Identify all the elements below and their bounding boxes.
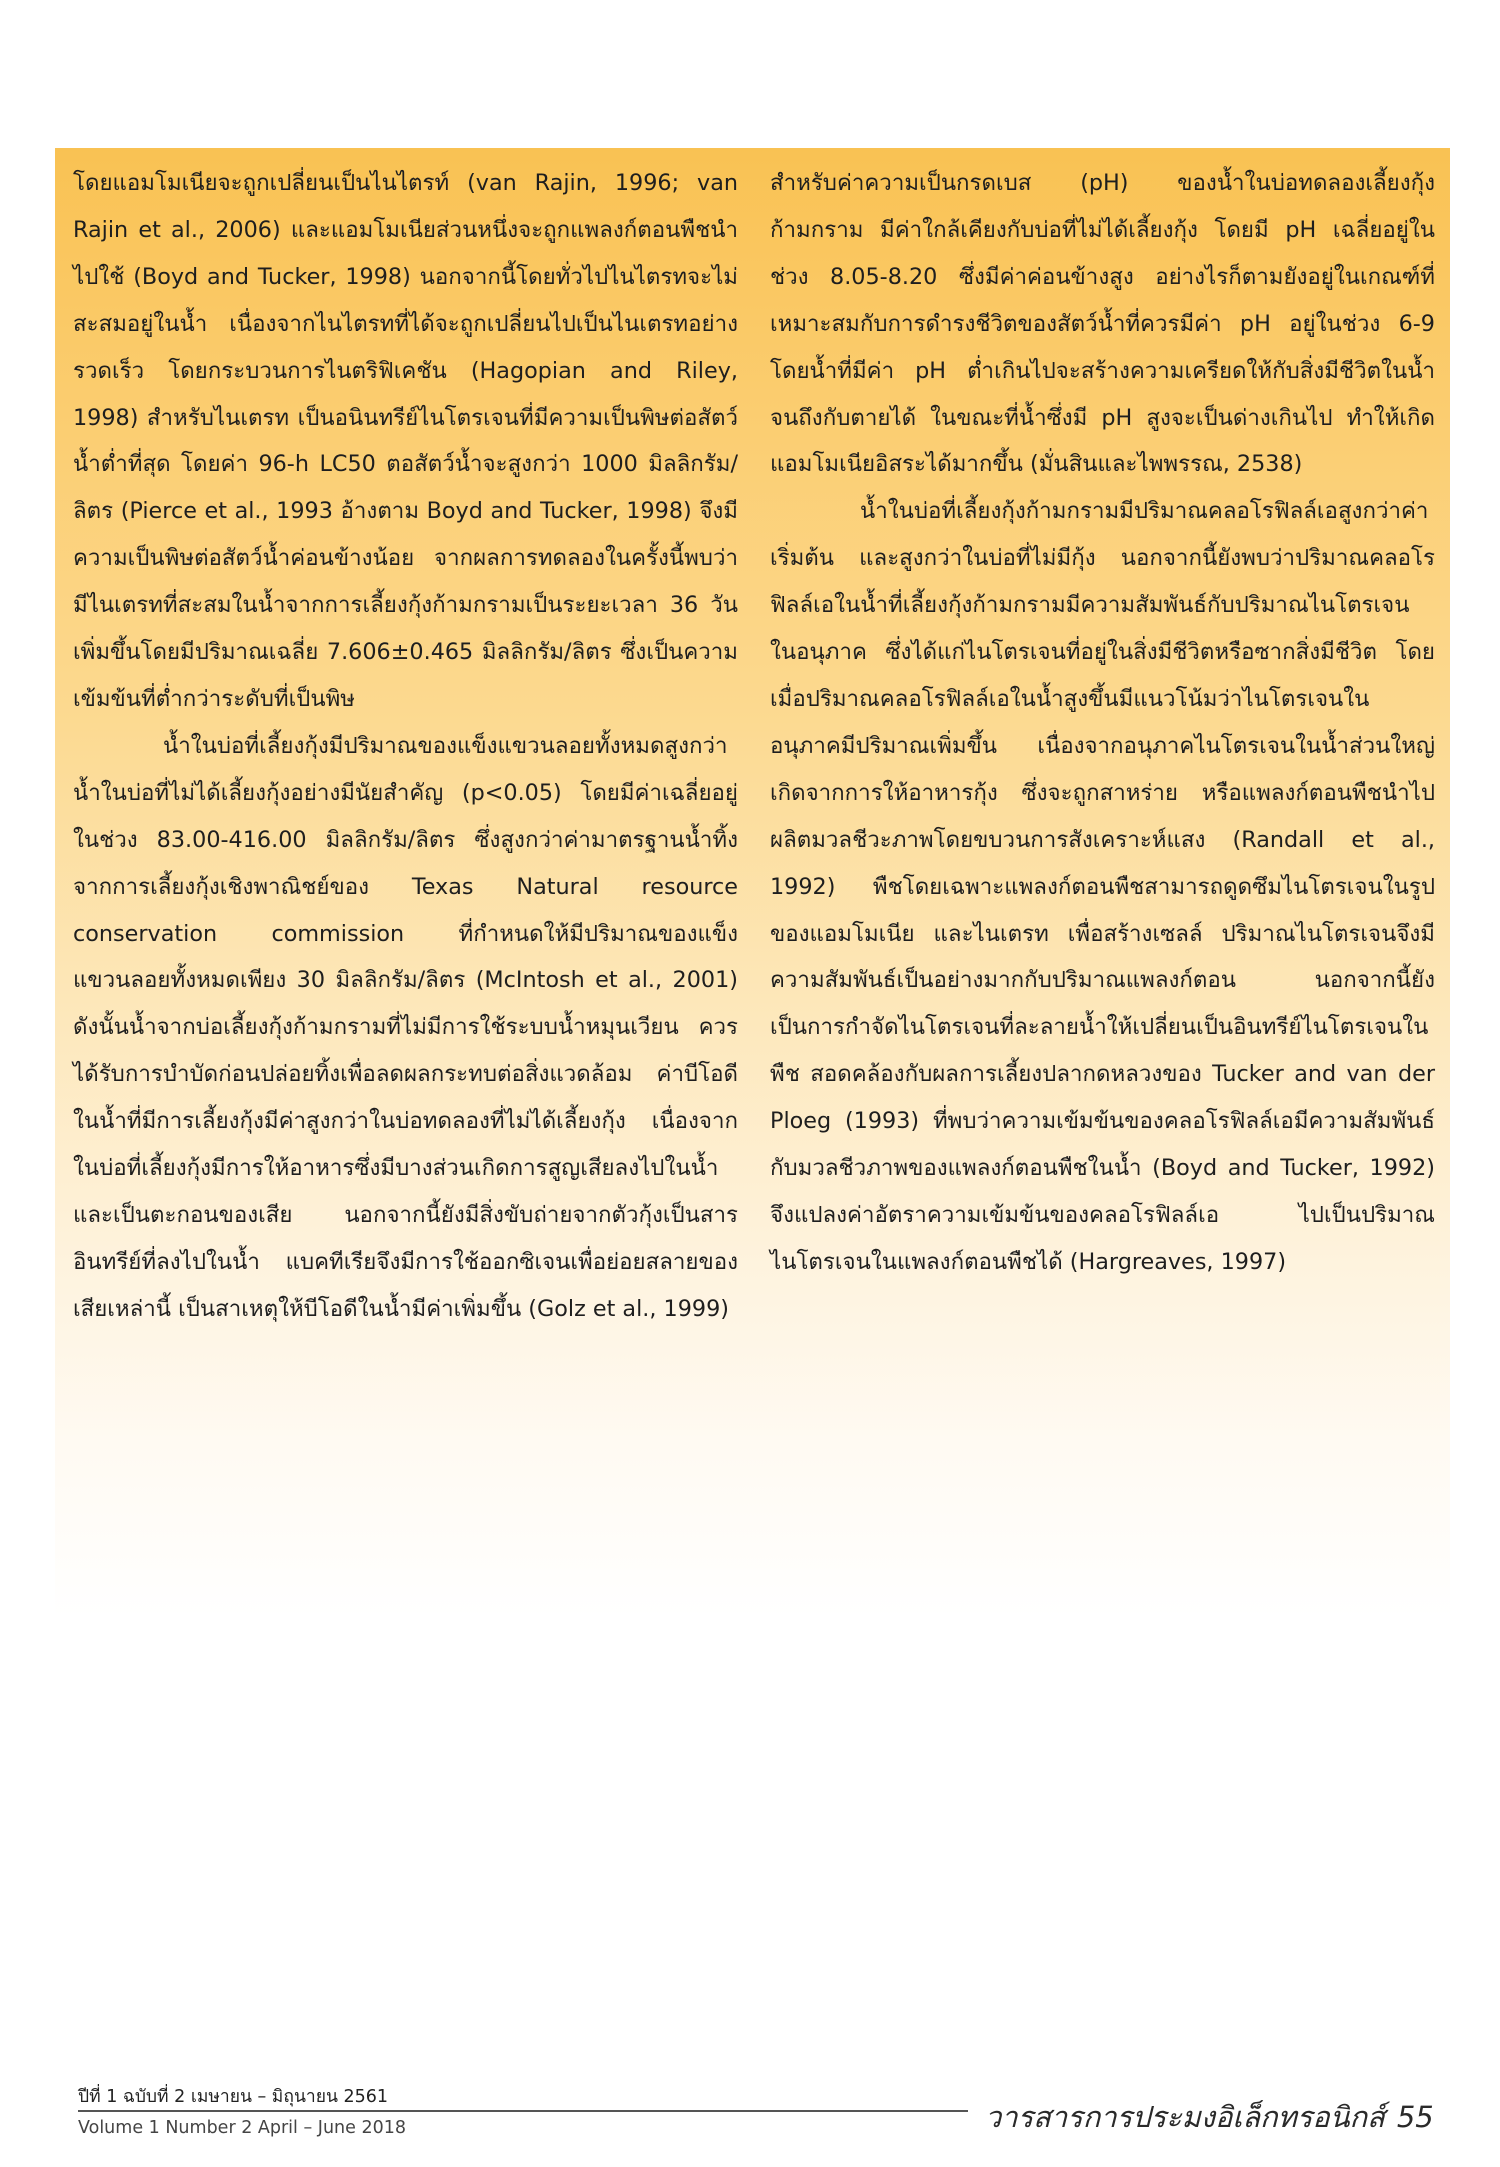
right-column — [770, 160, 1435, 1286]
footer-journal — [985, 2094, 1434, 2140]
journal-name: วารสารการประมงอิเล็กทรอนิกส์ — [985, 2100, 1385, 2134]
paragraph-nitrite-nitrate: โดยแอมโมเนียจะถูกเปลี่ยนเป็นไนไตรท์ (van Rajin, 1996; van Rajin et al., 2006) และแอมโมเนียส่วนหนึ่งจะถูกแพลงก์ตอนพืชนำไปใช้ (Boyd and Tucker, 1998) นอกจากนี้โดยทั่วไปไนไตรทจะไม่สะสมอยู่ในน้ำ เนื่องจากไนไตรทที่ได้จะถูกเปลี่ยนไปเป็นไนเตรทอย่างรวดเร็ว โดยกระบวนการไนตริฟิเคชัน (Hagopian and Riley, 1998) สำหรับไนเตรท เป็นอนินทรีย์ไนโตรเจนที่มีความเป็นพิษต่อสัตว์น้ำต่ำที่สุด โดยค่า 96-h LC50 ตอสัตว์น้ำจะสูงกว่า 1000 มิลลิกรัม/ลิตร (Pierce et al., 1993 อ้างตาม Boyd and Tucker, 1998) จึงมีความเป็นพิษต่อสัตว์น้ำค่อนข้างน้อย จากผลการทดลองในครั้งนี้พบว่ามีไนเตรทที่สะสมในน้ำจากการเลี้ยงกุ้งก้ามกรามเป็นระยะเวลา 36 วัน เพิ่มขึ้นโดยมีปริมาณเฉลี่ย 7.606±0.465 มิลลิกรัม/ลิตร ซึ่งเป็นความเข้มข้นที่ต่ำกว่าระดับที่เป็นพิษ — [73, 170, 738, 712]
issue-thai: ปีที่ 1 ฉบับที่ 2 เมษายน – มิถุนายน 2561 — [78, 2087, 389, 2107]
issue-english: Volume 1 Number 2 April – June 2018 — [78, 2118, 406, 2138]
paragraph-suspended-solids-bod: น้ำในบ่อที่เลี้ยงกุ้งมีปริมาณของแข็งแขวนลอยทั้งหมดสูงกว่าน้ำในบ่อที่ไม่ได้เลี้ยงกุ้งอย่างมีนัยสำคัญ (p<0.05) โดยมีค่าเฉลี่ยอยู่ในช่วง 83.00-416.00 มิลลิกรัม/ลิตร ซึ่งสูงกว่าค่ามาตรฐานน้ำทิ้งจากการเลี้ยงกุ้งเชิงพาณิชย์ของ Texas Natural resource conservation commission ที่กำหนดให้มีปริมาณของแข็งแขวนลอยทั้งหมดเพียง 30 มิลลิกรัม/ลิตร (McIntosh et al., 2001) ดังนั้นน้ำจากบ่อเลี้ยงกุ้งก้ามกรามที่ไม่มีการใช้ระบบน้ำหมุนเวียน ควรได้รับการบำบัดก่อนปล่อยทิ้งเพื่อลดผลกระทบต่อสิ่งแวดล้อม ค่าบีโอดีในน้ำที่มีการเลี้ยงกุ้งมีค่าสูงกว่าในบ่อทดลองที่ไม่ได้เลี้ยงกุ้ง เนื่องจากในบ่อที่เลี้ยงกุ้งมีการให้อาหารซึ่งมีบางส่วนเกิดการสูญเสียลงไปในน้ำและเป็นตะกอนของเสีย นอกจากนี้ยังมีสิ่งขับถ่ายจากตัวกุ้งเป็นสารอินทรีย์ที่ลงไปในน้ำ แบคทีเรียจึงมีการใช้ออกซิเจนเพื่อย่อยสลายของเสียเหล่านี้ เป็นสาเหตุให้บีโอดีในน้ำมีค่าเพิ่มขึ้น (Golz et al., 1999) — [73, 732, 738, 1322]
footer-divider — [78, 2110, 968, 2112]
paragraph-chlorophyll: น้ำในบ่อที่เลี้ยงกุ้งก้ามกรามมีปริมาณคลอโรฟิลล์เอสูงกว่าค่าเริ่มต้น และสูงกว่าในบ่อที่ไม่มีกุ้ง นอกจากนี้ยังพบว่าปริมาณคลอโรฟิลล์เอในน้ำที่เลี้ยงกุ้งก้ามกรามมีความสัมพันธ์กับปริมาณไนโตรเจนในอนุภาค ซึ่งได้แก่ไนโตรเจนที่อยู่ในสิ่งมีชีวิตหรือซากสิ่งมีชีวิต โดยเมื่อปริมาณคลอโรฟิลล์เอในน้ำสูงขึ้นมีแนวโน้มว่าไนโตรเจนในอนุภาคมีปริมาณเพิ่มขึ้น เนื่องจากอนุภาคไนโตรเจนในน้ำส่วนใหญ่เกิดจากการให้อาหารกุ้ง ซึ่งจะถูกสาหร่าย หรือแพลงก์ตอนพืชนำไปผลิตมวลชีวะภาพโดยขบวนการสังเคราะห์แสง (Randall et al., 1992) พืชโดยเฉพาะแพลงก์ตอนพืชสามารถดูดซึมไนโตรเจนในรูปของแอมโมเนีย และไนเตรท เพื่อสร้างเซลล์ ปริมาณไนโตรเจนจึงมีความสัมพันธ์เป็นอย่างมากกับปริมาณแพลงก์ตอน นอกจากนี้ยังเป็นการกำจัดไนโตรเจนที่ละลายน้ำให้เปลี่ยนเป็นอินทรีย์ไนโตรเจนในพืช สอดคล้องกับผลการเลี้ยงปลากดหลวงของ Tucker and van der Ploeg (1993) ที่พบว่าความเข้มข้นของคลอโรฟิลล์เอมีความสัมพันธ์กับมวลชีวภาพของแพลงก์ตอนพืชในน้ำ (Boyd and Tucker, 1992) จึงแปลงค่าอัตราความเข้มข้นของคลอโรฟิลล์เอ ไปเป็นปริมาณไนโตรเจนในแพลงก์ตอนพืชได้ (Hargreaves, 1997) — [770, 498, 1435, 1275]
paragraph-ph: สำหรับค่าความเป็นกรดเบส (pH) ของน้ำในบ่อทดลองเลี้ยงกุ้งก้ามกราม มีค่าใกล้เคียงกับบ่อที่ไม่ได้เลี้ยงกุ้ง โดยมี pH เฉลี่ยอยู่ในช่วง 8.05-8.20 ซึ่งมีค่าค่อนข้างสูง อย่างไรก็ตามยังอยู่ในเกณฑ์ที่เหมาะสมกับการดำรงชีวิตของสัตว์น้ำที่ควรมีค่า pH อยู่ในช่วง 6-9 โดยน้ำที่มีค่า pH ต่ำเกินไปจะสร้างความเครียดให้กับสิ่งมีชีวิตในน้ำจนถึงกับตายได้ ในขณะที่น้ำซึ่งมี pH สูงจะเป็นด่างเกินไป ทำให้เกิดแอมโมเนียอิสระได้มากขึ้น (มั่นสินและไพพรรณ, 2538) — [770, 170, 1435, 478]
left-column — [73, 160, 738, 1333]
page-number: 55 — [1396, 2100, 1434, 2134]
